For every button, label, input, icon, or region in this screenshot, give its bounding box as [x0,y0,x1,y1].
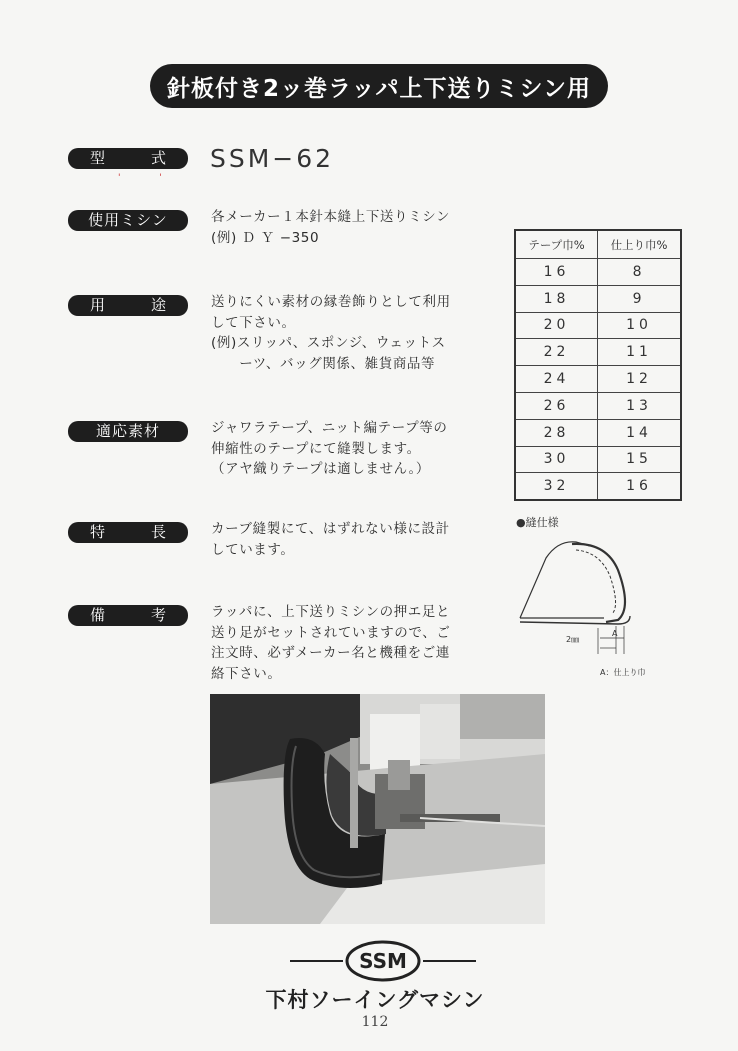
size-table-body [515,259,681,501]
company-name: 下村ソーイングマシン [265,988,485,1012]
model-label-char-2: 式 [150,149,166,167]
tape-width-cell: 24 [515,366,598,393]
section-label-char-2: 長 [150,523,166,541]
page-title: 針板付き2ッ巻ラッパ上下送りミシン用 [167,75,591,102]
section-text-features [211,519,486,560]
table-row [515,392,681,419]
tape-width-cell: 30 [515,446,598,473]
section-label-features [68,522,188,543]
ssm-logo [288,936,478,986]
size-table [514,229,682,501]
section-label-text: 適応素材 [95,422,160,440]
section-text-material [211,418,486,480]
section-label-material [68,421,188,442]
logo-text: SSM [359,949,407,973]
text-line: ーツ、バッグ関係、雑貨商品等 [211,355,436,372]
dim-label-a: A [612,629,618,638]
table-row [515,473,681,500]
section-label-char-1: 特 [90,523,106,541]
model-label [68,148,188,169]
finished-width-cell: 10 [598,312,681,339]
diagram-title: ●縫仕様 [516,516,559,529]
header-finished-width: 仕上り巾% [598,230,681,259]
table-row [515,419,681,446]
finished-width-cell: 11 [598,339,681,366]
text-line: 絡下さい。 [211,665,282,682]
table-row [515,366,681,393]
text-line: カーブ縫製にて、はずれない様に設計 [211,521,450,537]
section-label-text: 使用ミシン [88,211,168,229]
diagram-caption: A：仕上り巾 [600,668,646,677]
text-line: して下さい。 [211,314,296,331]
section-text-usage [211,292,486,374]
section-label-char-1: 用 [90,296,106,314]
text-line: しています。 [211,541,295,558]
text-line: ジャワラテープ、ニット編テープ等の [211,420,448,436]
section-text-notes [211,602,486,684]
table-row [515,259,681,286]
section-text-machine [211,207,486,248]
text-line: (例) Ｄ Ｙ −350 [211,229,320,246]
section-label-notes [68,605,188,626]
dim-label-2mm: 2㎜ [566,635,580,644]
table-row [515,285,681,312]
finished-width-cell: 16 [598,473,681,500]
tape-width-cell: 32 [515,473,598,500]
text-line: 送り足がセットされていますので、ご [211,624,451,641]
finished-width-cell: 15 [598,446,681,473]
page-title-banner [150,64,608,108]
section-label-machine [68,210,188,231]
page-number: 112 [361,1014,389,1030]
red-marks: ' ' [118,173,180,183]
text-line: ラッパに、上下送りミシンの押エ足と [211,604,451,620]
model-number: SSM−62 [210,144,335,173]
tape-width-cell: 16 [515,259,598,286]
text-line: (例)スリッパ、スポンジ、ウェットス [211,335,446,351]
text-line: （アヤ織りテープは適しません。） [211,461,430,477]
finished-width-cell: 8 [598,259,681,286]
tape-width-cell: 28 [515,419,598,446]
text-line: 伸縮性のテープにて縫製します。 [211,440,421,457]
finished-width-cell: 12 [598,366,681,393]
model-label-char-1: 型 [90,149,106,167]
sewing-spec-diagram [514,530,674,680]
finished-width-cell: 13 [598,392,681,419]
table-row [515,312,681,339]
tape-width-cell: 26 [515,392,598,419]
tape-width-cell: 18 [515,285,598,312]
finished-width-cell: 9 [598,285,681,312]
table-row [515,446,681,473]
header-tape-width: テープ巾% [515,230,598,259]
section-label-usage [68,295,188,316]
section-label-char-1: 備 [90,606,106,624]
tape-width-cell: 20 [515,312,598,339]
product-photo [210,694,545,924]
tape-width-cell: 22 [515,339,598,366]
text-line: 送りにくい素材の縁巻飾りとして利用 [211,294,451,310]
section-label-char-2: 考 [150,606,166,624]
text-line: 注文時、必ずメーカー名と機種をご連 [211,645,450,661]
finished-width-cell: 14 [598,419,681,446]
text-line: 各メーカー１本針本縫上下送りミシン [211,209,451,225]
table-header-row [515,230,681,259]
table-row [515,339,681,366]
section-label-char-2: 途 [150,296,166,314]
